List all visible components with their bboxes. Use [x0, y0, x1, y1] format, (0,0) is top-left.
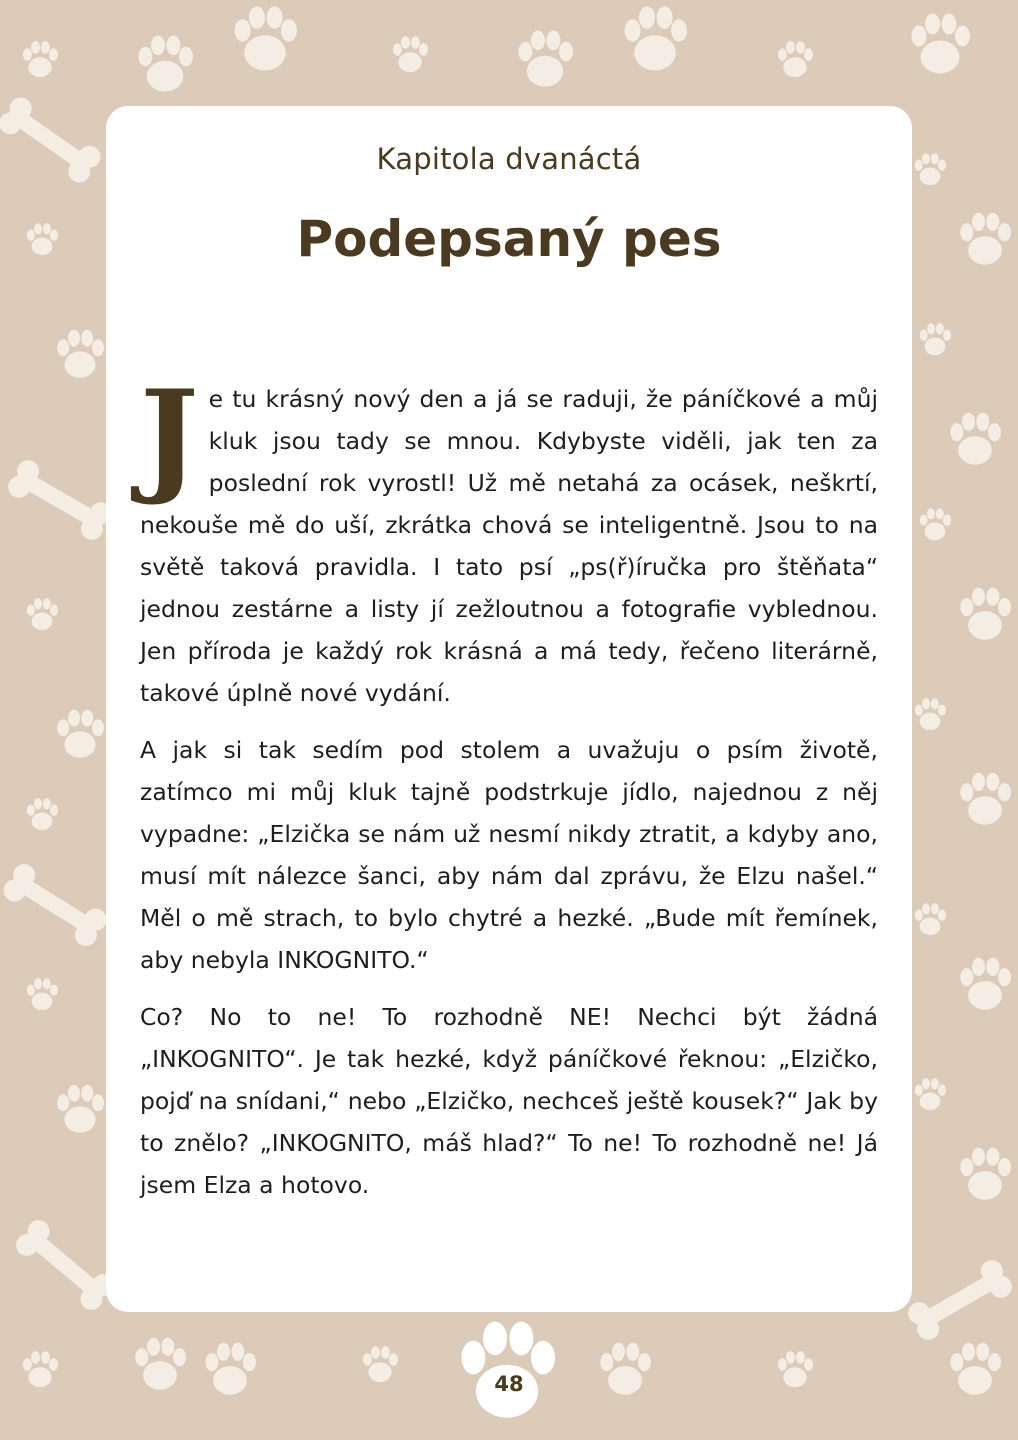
paw-icon — [960, 213, 1011, 265]
paw-icon — [920, 323, 951, 355]
paw-icon — [235, 6, 297, 70]
paragraph-1-text: e tu krásný nový den a já se raduji, že páníčkové a můj kluk jsou tady se mnou. Kdybyste viděli, jak ten za poslední rok vyrostl! Už mě netahá za ocásek, neškrtí, nekouše mě do uší, zkrátka chová se inteligentně. Jsou to na světě taková pravidla. I tato psí „ps(ř)íručka pro štěňata“ jednou zestárne a listy jí zežloutnou a fotografie vyblednou. Jen příroda je každý rok krásná a má tedy, řečeno literárně, takové úplně nové vydání. — [140, 385, 878, 707]
paw-icon — [23, 41, 58, 77]
paw-icon — [778, 41, 813, 77]
paw-icon — [205, 1343, 256, 1395]
paw-icon — [135, 1338, 186, 1390]
paw-icon — [950, 1343, 1001, 1395]
page-number: 48 — [494, 1372, 524, 1396]
paw-icon — [23, 1351, 58, 1387]
paw-icon — [960, 1148, 1011, 1200]
bone-icon — [0, 860, 111, 950]
paw-icon — [57, 330, 104, 378]
paw-icon — [920, 508, 951, 540]
bone-icon — [0, 93, 105, 187]
paragraph-1 — [140, 364, 878, 714]
paragraph-2: A jak si tak sedím pod stolem a uvažuju o psím životě, zatímco mi můj kluk tajně podstrkuje jídlo, najednou z něj vypadne: „Elzička se nám už nesmí nikdy ztratit, a kdyby ano, musí mít nálezce šanci, aby nám dal zprávu, že Elzu našel.“ Měl o mě strach, to bylo chytré a hezké. „Bude mít řemínek, aby nebyla INKOGNITO.“ — [140, 736, 878, 974]
page-card — [106, 106, 912, 1312]
paw-icon — [950, 413, 1001, 465]
drop-cap: J — [140, 364, 199, 509]
bone-icon — [4, 456, 116, 544]
paw-icon — [138, 36, 193, 92]
paw-icon — [625, 6, 687, 70]
paw-icon — [600, 1343, 651, 1395]
paw-icon — [915, 903, 946, 935]
page-number-paw-icon — [461, 1322, 555, 1418]
paw-icon — [912, 14, 971, 74]
paw-icon — [915, 1078, 946, 1110]
bone-icon — [12, 1216, 119, 1315]
chapter-title: Podepsaný pes — [296, 210, 722, 268]
paw-icon — [393, 36, 428, 72]
paw-icon — [363, 1346, 398, 1382]
paw-icon — [960, 588, 1011, 640]
paw-icon — [27, 223, 58, 255]
chapter-body — [140, 364, 878, 1221]
paw-icon — [27, 798, 58, 830]
bone-icon — [904, 1256, 1016, 1344]
paw-icon — [915, 153, 946, 185]
paragraph-3: Co? No to ne! To rozhodně NE! Nechci být žádná „INKOGNITO“. Je tak hezké, když páníčkové řeknou: „Elzičko, pojď na snídani,“ nebo „Elzičko, nechceš ještě kousek?“ Jak by to znělo? „INKOGNITO, máš hlad?“ To ne! To rozhodně ne! Já jsem Elza a hotovo. — [140, 1003, 878, 1199]
paw-icon — [778, 1351, 813, 1387]
paw-icon — [27, 978, 58, 1010]
chapter-label: Kapitola dvanáctá — [376, 142, 642, 176]
paw-icon — [960, 958, 1011, 1010]
paw-icon — [915, 698, 946, 730]
paw-icon — [518, 31, 573, 87]
paw-icon — [960, 773, 1011, 825]
paw-icon — [27, 598, 58, 630]
paw-icon — [57, 1085, 104, 1133]
paw-icon — [57, 710, 104, 758]
